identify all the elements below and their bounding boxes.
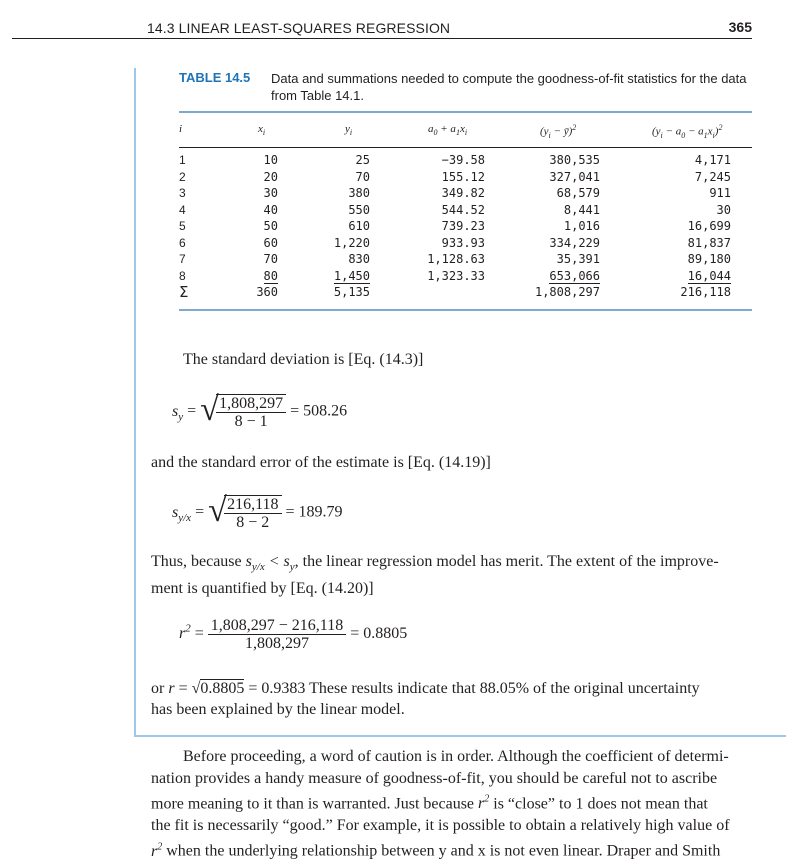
table-label: TABLE 14.5 bbox=[179, 70, 251, 85]
p5-line3b: is “close” to 1 does not mean that bbox=[493, 795, 708, 813]
cell-total-dev: 653,066 bbox=[549, 268, 600, 283]
cell-fitted: 544.52 bbox=[441, 202, 485, 217]
cell-i: 5 bbox=[179, 219, 186, 233]
eq3-numerator: 1,808,297 − 216,118 bbox=[208, 617, 346, 635]
eq2-lhs: $s_{y/x}$ bbox=[172, 503, 192, 524]
radical-sign: √ bbox=[208, 492, 227, 529]
column-header-i: i bbox=[179, 123, 183, 135]
cell-i: 1 bbox=[179, 153, 186, 167]
eq3-denominator: 1,808,297 bbox=[244, 635, 309, 652]
equation-standard-deviation: $s_y$ = √ $\frac{1,808,297}{8 - 1}$ = 508.26 bbox=[172, 391, 348, 430]
eq1-lhs: $s_y$ bbox=[172, 402, 184, 423]
p4-root-value: 0.8805 bbox=[200, 680, 245, 697]
column-header-fitted: $a_0 + a_1x_i$ bbox=[428, 123, 468, 138]
cell-total-dev: 35,391 bbox=[556, 252, 600, 266]
column-header-residual: $(y_i - a_0 - a_1x_i)^2$ bbox=[652, 123, 723, 140]
cell-yi: 550 bbox=[348, 202, 370, 217]
p3-tail: the linear regression model has merit. The extent of the improve- bbox=[302, 553, 719, 570]
inline-r-squared: $r^2$ bbox=[478, 794, 490, 813]
page-number: 365 bbox=[728, 19, 752, 35]
cell-total-dev: 1,016 bbox=[563, 219, 600, 233]
cell-fitted: 155.12 bbox=[441, 169, 485, 184]
eq3-lhs: $r^2$ bbox=[179, 622, 191, 643]
cell-xi: 70 bbox=[263, 252, 278, 266]
inline-r: r bbox=[168, 680, 175, 697]
cell-fitted: 349.82 bbox=[441, 186, 485, 200]
radical-sign: √ bbox=[200, 391, 219, 428]
p5-line2: nation provides a handy measure of goodness-of-fit, you should be careful not to ascribe bbox=[151, 769, 718, 787]
cell-fitted: 1,128.63 bbox=[427, 252, 485, 266]
cell-xi: 10 bbox=[263, 153, 278, 167]
example-box-left-rule bbox=[134, 68, 136, 736]
p4-tail: = 0.9383 These results indicate that 88.05% of the original uncertainty bbox=[248, 680, 700, 697]
cell-i: 7 bbox=[179, 252, 186, 266]
p3-line2: ment is quantified by [Eq. (14.20)] bbox=[151, 580, 374, 598]
cell-residual: 81,837 bbox=[687, 235, 731, 250]
cell-total-dev: 327,041 bbox=[549, 169, 600, 184]
column-header-xi: $x_i$ bbox=[258, 123, 266, 138]
cell-yi: 610 bbox=[348, 219, 370, 233]
cell-fitted: −39.58 bbox=[441, 153, 485, 167]
inline-r-squared-2: $r^2$ bbox=[151, 841, 163, 860]
cell-xi: 80 bbox=[263, 268, 278, 283]
paragraph-correlation: or r = √0.8805 = 0.9383 These results indicate that 88.05% of the original uncertainty has been explained by the linear model. bbox=[151, 680, 700, 718]
cell-xi: 30 bbox=[263, 186, 278, 200]
example-box-bottom-rule bbox=[134, 735, 786, 737]
p4-lead: or bbox=[151, 680, 165, 697]
eq2-sqrt bbox=[208, 492, 281, 531]
cell-total-dev: 380,535 bbox=[549, 153, 600, 167]
p3-lead: Thus, because bbox=[151, 553, 242, 570]
sum-cell-total-dev: 1,808,297 bbox=[534, 285, 600, 299]
cell-xi: 50 bbox=[263, 219, 278, 233]
cell-i: 8 bbox=[179, 268, 186, 283]
paragraph-model-merit bbox=[151, 551, 751, 599]
eq2-denominator: 8 − 2 bbox=[236, 514, 270, 531]
cell-i: 4 bbox=[179, 202, 186, 217]
cell-total-dev: 8,441 bbox=[563, 202, 600, 217]
cell-residual: 911 bbox=[709, 186, 731, 200]
cell-i: 2 bbox=[179, 169, 186, 184]
cell-total-dev: 68,579 bbox=[556, 186, 600, 200]
table-header-rule bbox=[179, 147, 752, 148]
table-top-rule bbox=[179, 111, 752, 113]
cell-total-dev: 334,229 bbox=[549, 235, 600, 250]
cell-fitted: 1,323.33 bbox=[427, 268, 485, 283]
cell-i: 3 bbox=[179, 186, 186, 200]
eq2-result: = 189.79 bbox=[285, 503, 343, 521]
cell-fitted: 739.23 bbox=[441, 219, 485, 233]
eq3-result: = 0.8805 bbox=[350, 625, 408, 643]
cell-yi: 25 bbox=[355, 153, 370, 167]
paragraph-standard-deviation: The standard deviation is [Eq. (14.3)] bbox=[183, 351, 424, 368]
header-rule bbox=[12, 38, 752, 39]
cell-yi: 70 bbox=[355, 169, 370, 184]
equation-standard-error: $s_{y/x}$ = √ $\frac{216,118}{8 - 2}$ = 189.79 bbox=[172, 492, 343, 531]
cell-xi: 40 bbox=[263, 202, 278, 217]
eq1-denominator: 8 − 1 bbox=[234, 413, 268, 430]
cell-residual: 7,245 bbox=[694, 169, 731, 184]
p5-line5: when the underlying relationship between y and x is not even linear. Draper and Smith bbox=[166, 842, 721, 860]
cell-yi: 380 bbox=[348, 186, 370, 200]
cell-fitted: 933.93 bbox=[441, 235, 485, 250]
eq1-sqrt bbox=[200, 391, 286, 430]
cell-residual: 89,180 bbox=[687, 252, 731, 266]
eq2-numerator: 216,118 bbox=[224, 496, 281, 514]
p5-line1: Before proceeding, a word of caution is in order. Although the coefficient of determi- bbox=[183, 748, 729, 765]
running-header-section: 14.3 LINEAR LEAST-SQUARES REGRESSION bbox=[147, 20, 451, 36]
cell-residual: 30 bbox=[716, 202, 731, 217]
p4-line2: has been explained by the linear model. bbox=[151, 701, 405, 718]
paragraph-standard-error: and the standard error of the estimate is [Eq. (14.19)] bbox=[151, 454, 491, 471]
sum-cell-yi: 5,135 bbox=[333, 285, 370, 299]
p5-line3a: more meaning to it than is warranted. Just because bbox=[151, 795, 475, 813]
eq1-result: = 508.26 bbox=[290, 402, 348, 420]
cell-i: 6 bbox=[179, 235, 186, 250]
cell-yi: 830 bbox=[348, 252, 370, 266]
column-header-total-deviation: ($y_i$ − ȳ)$^2$ bbox=[540, 123, 577, 140]
equation-r-squared: $r^2$ = $\frac{1,808,297 - 216,118}{1,808,297}$ = 0.8805 bbox=[179, 617, 408, 652]
eq1-numerator: 1,808,297 bbox=[216, 395, 286, 413]
column-header-yi: $y_i$ bbox=[345, 123, 353, 138]
table-bottom-rule bbox=[179, 309, 752, 311]
table-caption: Data and summations needed to compute the goodness-of-fit statistics for the data from Table 14.1. bbox=[271, 71, 747, 103]
cell-yi: 1,220 bbox=[333, 235, 370, 250]
p5-line4: the fit is necessarily “good.” For example, it is possible to obtain a relatively high value of bbox=[151, 816, 730, 834]
cell-residual: 16,699 bbox=[687, 219, 731, 233]
cell-yi: 1,450 bbox=[333, 268, 370, 283]
paragraph-caution bbox=[151, 746, 761, 862]
cell-xi: 20 bbox=[263, 169, 278, 184]
inline-syx-lt-sy: $s_{y/x} < s_y$, bbox=[245, 553, 299, 574]
sum-cell-i: Σ bbox=[179, 283, 189, 301]
cell-xi: 60 bbox=[263, 235, 278, 250]
sum-cell-residual: 216,118 bbox=[680, 285, 731, 299]
cell-residual: 4,171 bbox=[694, 153, 731, 167]
cell-residual: 16,044 bbox=[687, 268, 731, 283]
inline-sqrt: √0.8805 bbox=[191, 680, 245, 697]
sum-cell-xi: 360 bbox=[256, 285, 278, 299]
